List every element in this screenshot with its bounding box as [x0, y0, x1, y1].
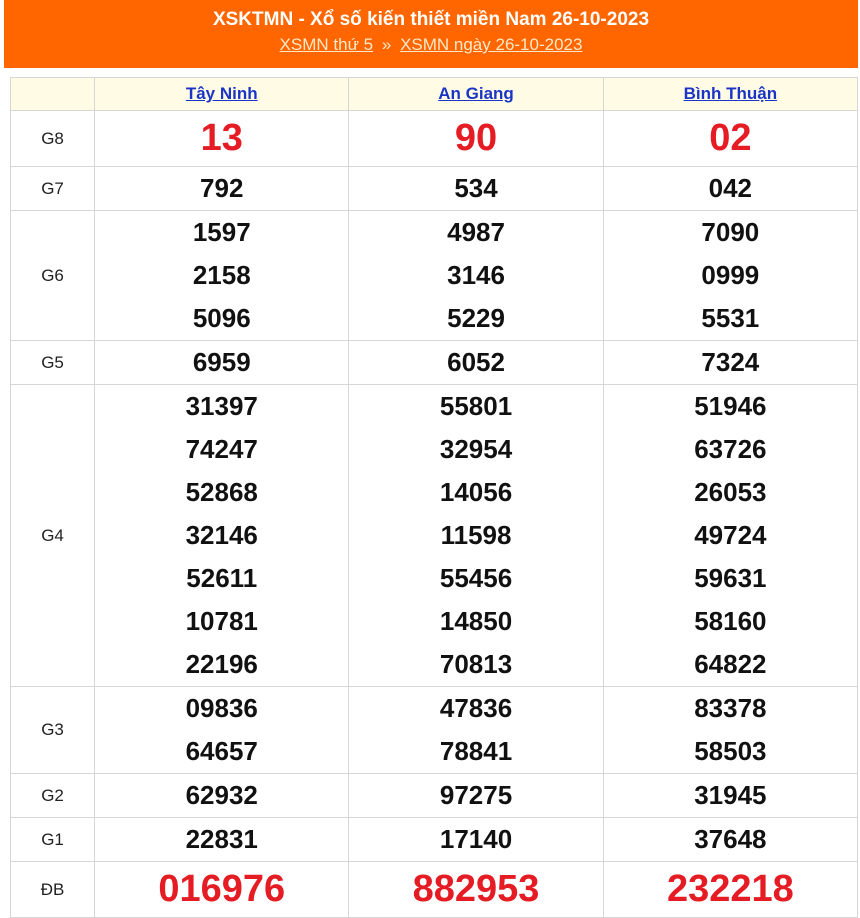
- prize-label: G2: [11, 774, 95, 818]
- prize-row-g2: [11, 774, 858, 818]
- prize-number: 02: [709, 117, 752, 159]
- prize-label: G3: [11, 687, 95, 774]
- prize-number: 22196: [185, 649, 258, 679]
- prize-number: 5096: [192, 303, 251, 333]
- prize-number: 7090: [701, 217, 760, 247]
- prize-number: 55456: [439, 563, 513, 593]
- prize-number: 58160: [694, 606, 767, 636]
- prize-number: 13: [200, 117, 243, 159]
- prize-row-g4: [11, 385, 858, 687]
- prize-number: 6052: [447, 347, 505, 377]
- prize-number: 4987: [447, 217, 505, 247]
- prize-number: 52868: [185, 477, 258, 507]
- prize-number: 47836: [439, 693, 513, 723]
- prize-row-special: [11, 862, 858, 918]
- prize-number: 59631: [694, 563, 767, 593]
- province-link-tay-ninh[interactable]: Tây Ninh: [185, 84, 258, 103]
- prize-number: 52611: [186, 563, 258, 593]
- prize-number: 70813: [439, 649, 513, 679]
- breadcrumb: [4, 34, 858, 56]
- prize-number: 042: [708, 173, 753, 203]
- prize-number: 7324: [701, 347, 760, 377]
- prize-label: G6: [11, 211, 95, 341]
- prize-number: 63726: [694, 434, 767, 464]
- prize-number: 58503: [694, 736, 767, 766]
- prize-number: 09836: [185, 693, 258, 723]
- prize-label: G5: [11, 341, 95, 385]
- prize-row-g6: [11, 211, 858, 341]
- prize-number: 51946: [694, 391, 767, 421]
- prize-number: 26053: [694, 477, 767, 507]
- prize-number: 32954: [439, 434, 513, 464]
- prize-number: 14056: [439, 477, 513, 507]
- prize-number: 22831: [185, 824, 258, 854]
- prize-row-g3: [11, 687, 858, 774]
- prize-number: 11598: [440, 520, 512, 550]
- prize-row-g5: [11, 341, 858, 385]
- prize-number: 32146: [185, 520, 258, 550]
- prize-number: 90: [454, 117, 498, 159]
- prize-number: 17140: [439, 824, 513, 854]
- prize-number: 31945: [694, 780, 767, 810]
- prize-row-g7: [11, 167, 858, 211]
- special-prize-number: 016976: [158, 868, 286, 910]
- prize-number: 83378: [694, 693, 767, 723]
- header-blank-cell: [11, 78, 95, 111]
- prize-label: G7: [11, 167, 95, 211]
- prize-number: 64822: [694, 649, 767, 679]
- prize-number: 2158: [192, 260, 251, 290]
- breadcrumb-separator: »: [381, 35, 392, 54]
- prize-number: 55801: [439, 391, 513, 421]
- results-header: [4, 0, 858, 68]
- prize-number: 3146: [447, 260, 505, 290]
- special-prize-number: 882953: [412, 868, 540, 910]
- prize-label: G1: [11, 818, 95, 862]
- prize-number: 78841: [439, 736, 513, 766]
- prize-number: 10781: [185, 606, 258, 636]
- prize-number: 534: [454, 173, 498, 203]
- page-title: XSKTMN - Xổ số kiến thiết miền Nam 26-10-2023: [212, 9, 650, 30]
- prize-number: 1597: [192, 217, 251, 247]
- prize-number: 64657: [185, 736, 258, 766]
- breadcrumb-weekday-link[interactable]: XSMN thứ 5: [279, 35, 374, 54]
- prize-label: ĐB: [11, 862, 95, 918]
- prize-number: 5229: [447, 303, 505, 333]
- prize-row-g1: [11, 818, 858, 862]
- prize-number: 31397: [185, 391, 258, 421]
- province-link-binh-thuan[interactable]: Bình Thuận: [683, 84, 778, 103]
- breadcrumb-date-link[interactable]: XSMN ngày 26-10-2023: [400, 35, 583, 54]
- prize-row-g8: [11, 111, 858, 167]
- prize-number: 5531: [701, 303, 760, 333]
- prize-number: 37648: [694, 824, 767, 854]
- results-table: [10, 77, 858, 918]
- prize-label: G4: [11, 385, 95, 687]
- province-header-row: [11, 78, 858, 111]
- prize-number: 14850: [439, 606, 513, 636]
- prize-label: G8: [11, 111, 95, 167]
- province-link-an-giang[interactable]: An Giang: [438, 84, 514, 103]
- prize-number: 6959: [192, 347, 251, 377]
- prize-number: 62932: [185, 780, 258, 810]
- special-prize-number: 232218: [666, 868, 794, 910]
- prize-number: 792: [200, 173, 244, 203]
- prize-number: 74247: [185, 434, 258, 464]
- prize-number: 0999: [701, 260, 760, 290]
- prize-number: 49724: [694, 520, 767, 550]
- prize-number: 97275: [439, 780, 513, 810]
